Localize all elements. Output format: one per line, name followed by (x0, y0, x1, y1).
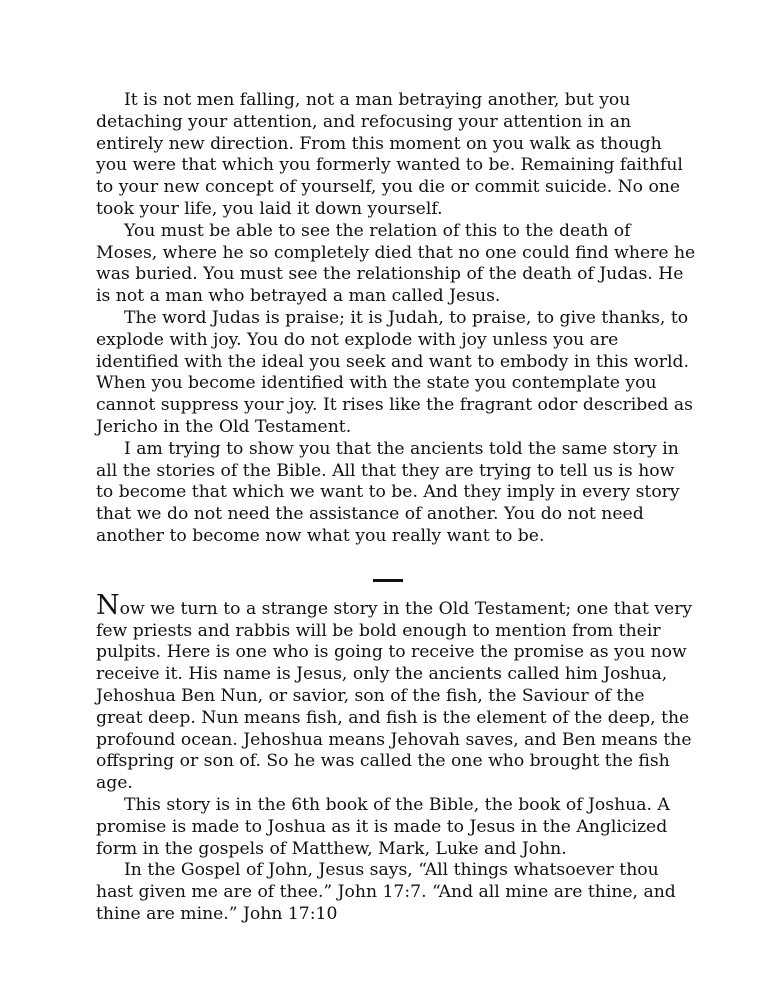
paragraph-6: This story is in the 6th book of the Bible, the book of Joshua. A promise is made to Joshua as it is made to Jesus in the Anglicized form in the gospels of Matthew, Mark, Luke and John. (96, 794, 670, 859)
paragraph-5-text: ow we turn to a strange story in the Old Testament; one that very few priests and rabbis will be bold enough to mention from their pulpits. Here is one who is going to receive the promise as you now receive it. His name is Jesus, only the ancients called him Joshua, Jehoshua Ben Nun, or savior, son of the fish, the Saviour of the great deep. Nun means fish, and fish is the element of the deep, the profound ocean. Jehoshua means Jehovah saves, and Ben means the offspring or son of. So he was called the one who brought the fish age. (96, 598, 693, 794)
paragraph-4: I am trying to show you that the ancients told the same story in all the stories of the Bible. All that they are trying to tell us is how to become that which we want to be. And they imply in every story that we do not need the assistance of another. You do not need another to become now what you really want to be. (96, 438, 680, 546)
paragraph-1: It is not men falling, not a man betraying another, but you detaching your attention, and refocusing your attention in an entirely new direction. From this moment on you walk as though you were that which you formerly wanted to be. Remaining faithful to your new concept of yourself, you die or commit suicide. No one took your life, you laid it down yourself. (96, 90, 683, 219)
paragraph-7: In the Gospel of John, Jesus says, “All things whatsoever thou hast given me are of thee.” John 17:7. “And all mine are thine, and thine are mine.” John 17:10 (96, 860, 676, 924)
paragraph-3: The word Judas is praise; it is Judah, to praise, to give thanks, to explode with joy. You do not explode with joy unless you are identified with the ideal you seek and want to embody in this world. When you become identified with the state you contemplate you cannot suppress your joy. It rises like the fragrant odor described as Jericho in the Old Testament. (96, 307, 693, 437)
section-separator (373, 579, 403, 582)
document-page (96, 90, 696, 926)
drop-cap-letter: N (96, 589, 120, 621)
paragraph-5 (96, 589, 696, 795)
paragraph-2: You must be able to see the relation of this to the death of Moses, where he so completely died that no one could find where he was buried. You must see the relationship of the death of Judas. He is not a man who betrayed a man called Jesus. (96, 220, 696, 307)
